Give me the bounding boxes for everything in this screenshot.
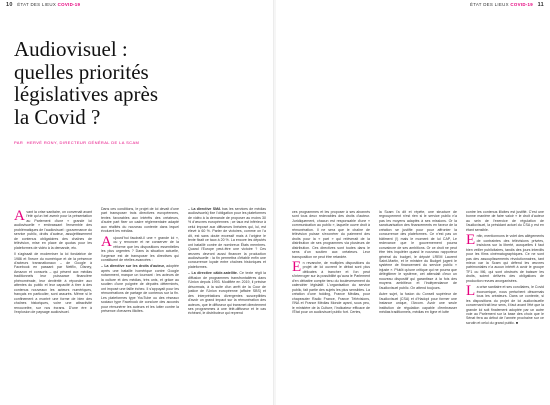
byline-author: HERVÉ RONY, DIRECTEUR GÉNÉRAL DE LA SCAM — [26, 140, 140, 145]
folio-label: ÉTAT DES LIEUX — [17, 2, 57, 7]
page-number: 10 — [6, 2, 13, 8]
paragraph — [101, 207, 179, 234]
paragraph-text: ces programmes et les proposer à ses abonnés sont tous deux redevables des droits d'auteur. Juridiquement, chacun est responsable d'une « communication au public », laquelle ouvre droit à rémunération. Il ne sera que le chaîne de télévision puisse s'exonérer du paiement des droits pour la « part » qui relèverait de la distribution de ses programmes via plusieurs de distribution. Ces directives sont toutes dans le sens d'un soutien aux créateurs. Leur transposition ne peut être retardée. — [292, 210, 370, 259]
paragraph — [466, 285, 544, 325]
paragraph-text: Ce texte régit la diffusion de programmes transfrontalières dans l'Union depuis 1993. Modifiée en 2019, il précise désormais, à la suite d'un arrêt de la Cour de justice de l'Union européenne (affaire SBS) et des interprétations divergentes susceptibles d'avoir un grand impact sur la rémunération des auteurs, que le diffuseur qui transmet directement ses programmes à une télé-diffuseur et le cas échéant, le distributeur qui reprend — [188, 271, 266, 316]
paragraph — [14, 210, 92, 250]
paragraph-text: adoptée après une bataille homérique contre Google notamment, marque un tournant : les acteurs de la culture et des médias, très unis, et grâce au soutien d'une poignée de députés déterminés, ont imposé une faille échec. Il s'appuyait pour les rémunérations de partage de contenus sur la fin. Les plateformes type YouTube ou des réseaux sociaux type Facebook de conclure des accords pour rémunérer les auteurs et les lutter contre la présence d'œuvres illicites. — [101, 264, 179, 313]
paragraph — [379, 292, 457, 314]
left-column-1 — [14, 210, 92, 400]
right-column-2 — [379, 210, 457, 402]
page-number: 11 — [537, 2, 544, 8]
byline-prefix: PAR — [14, 140, 24, 145]
paragraph — [466, 210, 544, 232]
paragraph-lead: – La directive sur les droits d'auteur, — [101, 264, 165, 269]
left-folio — [6, 2, 80, 8]
paragraph — [379, 210, 457, 290]
paragraph — [101, 264, 179, 313]
paragraph — [292, 258, 370, 314]
paragraph — [188, 207, 266, 269]
left-column-2 — [101, 207, 179, 402]
paragraph-text: bas les services de médias audiovisuels) fixe l'obligation pour les plateformes de vidéo à la demande de proposer au moins 30 % d'œuvres européennes ; ce taux est inférieur à celui imposé aux diffuseurs linéaires qui, lui, est élevé à 60 %. Parler de victoires, comme on l'a dit, est sans doute excessif mais à l'origine le texte fixait ce taux à 20 %. La encore les députés ont bataillé contre de nombreux États membres. Quand l'Europe peut-être une victoire ? Ces œuvres devront aussi financer la production audiovisuelle : la fin permettra d'établir enfin une concurrence loyale entre chaînes historiques et plateformes. — [188, 207, 266, 269]
paragraph-text: vant la crise sanitaire, on convenait avant l'été qu'un bel avenir pour la présentation au Parlement d'une « grande loi audiovisuelle » embrassant l'ensemble des problématiques de l'audiovisuel : gouvernance du service public, droits d'auteur, assujettissement de contenus obligatoires des chaînes de télévision, mise en place de quotas pour les plateformes de vidéo à la demande, etc. — [14, 210, 92, 250]
paragraph-lead: – La directive SMA — [188, 207, 221, 211]
paragraph-text: n revanche, de multiples dispositions du projet de loi ouvrent le débat sont plus délicates à trancher et l'on peut s'interroger sur la possibilité qu'aura le Parlement d'en débattre compte tenu du bouleversement du calendrier législatif. L'organisation du service public, fait partie des sujets les plus sensibles. La création d'une holding, France Médias, pour chapeauter Radio France, France Télévisions, l'INA et France Médias Monde ayant, sous peu, le ministère de la Culture, l'indicateur efficace de l'État pour un audiovisuel public fort. Certes, — [292, 260, 370, 314]
drop-cap: E — [466, 232, 476, 249]
paragraph — [101, 233, 179, 263]
paragraph — [14, 252, 92, 314]
paragraph-text: a crise sanitaire et ses corollaires, le Covid économique, nous perturbent désormais tous les créateurs. Dans ce contexte, si les dispositions du projet de loi audiovisuelle concernant trait leur sens, il faut avant l'été que la grande loi soit finalement adoptée par un autre voie au Parlement sur la base des choix que le Sénat fera au début de l'année prochaine sur ce scrutin et celui du grand public. ■ — [466, 285, 544, 325]
paragraph-text: la Scam l'a dit et répète, une structure de regroupement n'est rien si le service public n'a pas les moyens adaptés à ses missions. Or la sanctuarisation des financements en faveur de la création se justifie pour pour affronter la concurrence des plateformes. Ce n'est pas un bâtiment (!) mais le moment de lui CAP, Le redevance que le gouvernement pourra convaincre de ses ambitions. Or ce droit ne peut être très inquiéter quand le nouveau rapporteur général du budget, le député LREM Laurent Saint-Martin, et le ministre du Budget jugent le système de financement du service public « injuste ». Plutôt qu'une critique qui ne pourra que délégitimer le système, cet attendait d'eux un nouveau dispositif qui garantisse à la fois des moyens ambitieux et l'indépendance de l'audiovisuel public. On attend toujours. — [379, 210, 457, 290]
folio-section: COVID-19 — [510, 2, 534, 7]
paragraph-text: Il s'agissait de moderniser la loi fondatrice de 1986 et l'heure du numérique et de la présence d'acteurs transnationaux – de Google à Facebook en passant par Netflix, Disney, Amazon et consorts – qui pèsent aux médias traditionnels leur puissance financière phénoménale, leur dextérité à répondre aux attentes du public et leur capacité à tirer à des contenus nouveaux les acteurs numériques, français en particulier, sont assurés. Même si le confinement a montré une forme de bien des chaînes historiques, voire une attractivité renouvelée, sur nos écrans. D'une ère à l'explosion de paysage audiovisuel. — [14, 252, 92, 314]
paragraph-text: Dans ces conditions, le projet de loi devait d'une part transposer trois directives européennes, textes favorables aux intérêts des créateurs, d'autre part fixer un cadre réglementaire adapté aux réalités du nouveau contexte dans lequel évoluent les médias. — [101, 207, 179, 234]
paragraph — [292, 210, 370, 259]
paragraph-text: nfin, mentionnons le volet des allègements de contraintes des télévisions privées, insistons sur la liberté, auxquelles il faut bien veiller publicitaires, tandis des jours interdits pour les films cinématographiques. Ce ne sont pas des assouplissements révolutionnaires, tant mieux car la Scam qui défend les œuvres patrimoniales n'a aucun intérêt à avoir le groupe TF1 ou M6, qui sont obstrués de baisser les droits, soient délivrés des obligations de production revues anorganisées. — [466, 234, 544, 283]
folio-label: ÉTAT DES LIEUX — [470, 2, 509, 7]
folio-section: COVID-19 — [57, 2, 81, 7]
right-folio — [470, 2, 544, 8]
right-page — [276, 0, 550, 405]
paragraph-text: Autre sujet, la fusion du Conseil supérieur de l'audiovisuel (CSA) et d'Hadopi pour former une instance unique, l'Arcom. Avoir une seule institution de régulation capable d'embrasser médias traditionnels, médias en ligne et lutte — [379, 292, 457, 314]
paragraph-lead: – La directive câble-satellite. — [188, 271, 238, 276]
paragraph — [188, 271, 266, 316]
paragraph — [466, 234, 544, 283]
left-column-3 — [188, 207, 266, 402]
right-column-1 — [292, 210, 370, 402]
right-column-3 — [466, 210, 544, 402]
left-page — [0, 0, 274, 405]
byline — [14, 140, 139, 145]
drop-cap: L — [466, 283, 476, 300]
drop-cap: A — [101, 233, 112, 250]
paragraph-text: contre les contenus illicites est justifié. C'est une bonne manière de faire valoir « le droit d'auteur au sein de l'exercice de régulation de l'audiovisuel, la présidant actuel du CSA y est en étant sensible. — [466, 210, 544, 232]
paragraph-text: ujourd'hui faudrait-il une « grande loi », ou y renoncer et ne conserver de la réforme que les dispositions essentielles les plus urgentes ? Dans la situation actuelle, l'urgence est de transposer les directives qui constituent de réelles avancées : — [101, 235, 179, 262]
article-title: Audiovisuel : quelles priorités législatives après la Covid ? — [14, 37, 159, 129]
drop-cap: A — [14, 210, 25, 224]
drop-cap: E — [292, 258, 302, 275]
